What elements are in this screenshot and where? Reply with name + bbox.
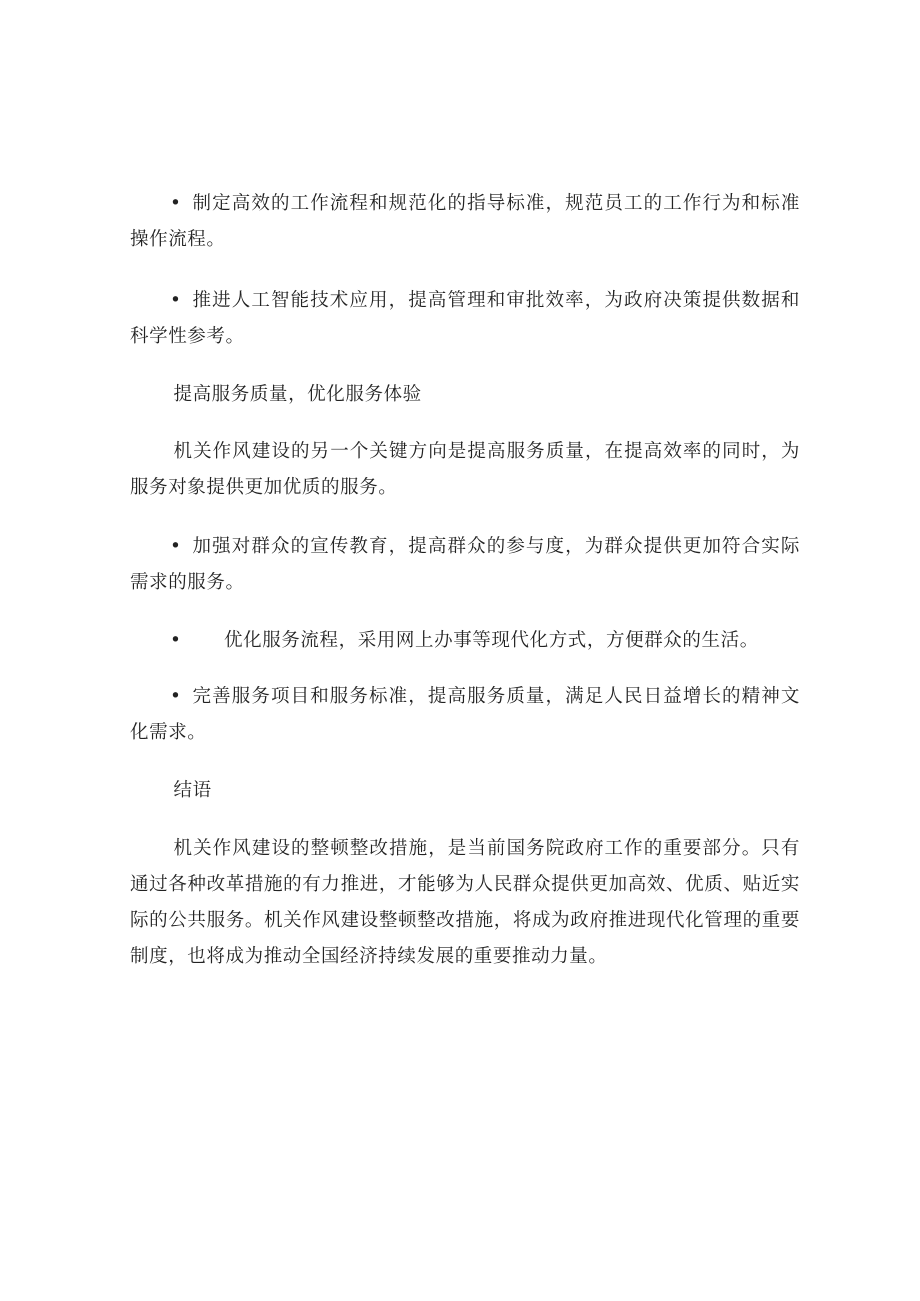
bullet-marker: • — [170, 290, 182, 311]
section-heading: 提高服务质量，优化服务体验 — [173, 384, 422, 405]
bullet-text: 推进人工智能技术应用，提高管理和审批效率，为政府决策提供数据和科学性参考。 — [130, 290, 800, 347]
bullet-marker: • — [170, 630, 182, 651]
bullet-item — [130, 623, 800, 659]
bullet-marker: • — [170, 686, 182, 707]
bullet-item — [130, 186, 800, 258]
bullet-item — [130, 679, 800, 751]
bullet-text: 加强对群众的宣传教育，提高群众的参与度，为群众提供更加符合实际需求的服务。 — [130, 536, 800, 593]
body-paragraph: 机关作风建设的整顿整改措施，是当前国务院政府工作的重要部分。只有通过各种改革措施的有力推进，才能够为人民群众提供更加高效、优质、贴近实际的公共服务。机关作风建设整顿整改措施，将成为政府推进现代化管理的重要制度，也将成为推动全国经济持续发展的重要推动力量。 — [130, 838, 800, 967]
bullet-marker: • — [170, 536, 182, 557]
bullet-marker: • — [170, 193, 182, 214]
bullet-item — [130, 529, 800, 601]
bullet-text: 制定高效的工作流程和规范化的指导标准，规范员工的工作行为和标准操作流程。 — [130, 193, 800, 250]
section-heading: 结语 — [173, 780, 212, 801]
bullet-item — [130, 283, 800, 355]
body-paragraph: 机关作风建设的另一个关键方向是提高服务质量，在提高效率的同时，为服务对象提供更加优质的服务。 — [130, 441, 800, 498]
bullet-text: 完善服务项目和服务标准，提高服务质量，满足人民日益增长的精神文化需求。 — [130, 686, 800, 743]
bullet-text: 优化服务流程，采用网上办事等现代化方式，方便群众的生活。 — [224, 630, 759, 651]
